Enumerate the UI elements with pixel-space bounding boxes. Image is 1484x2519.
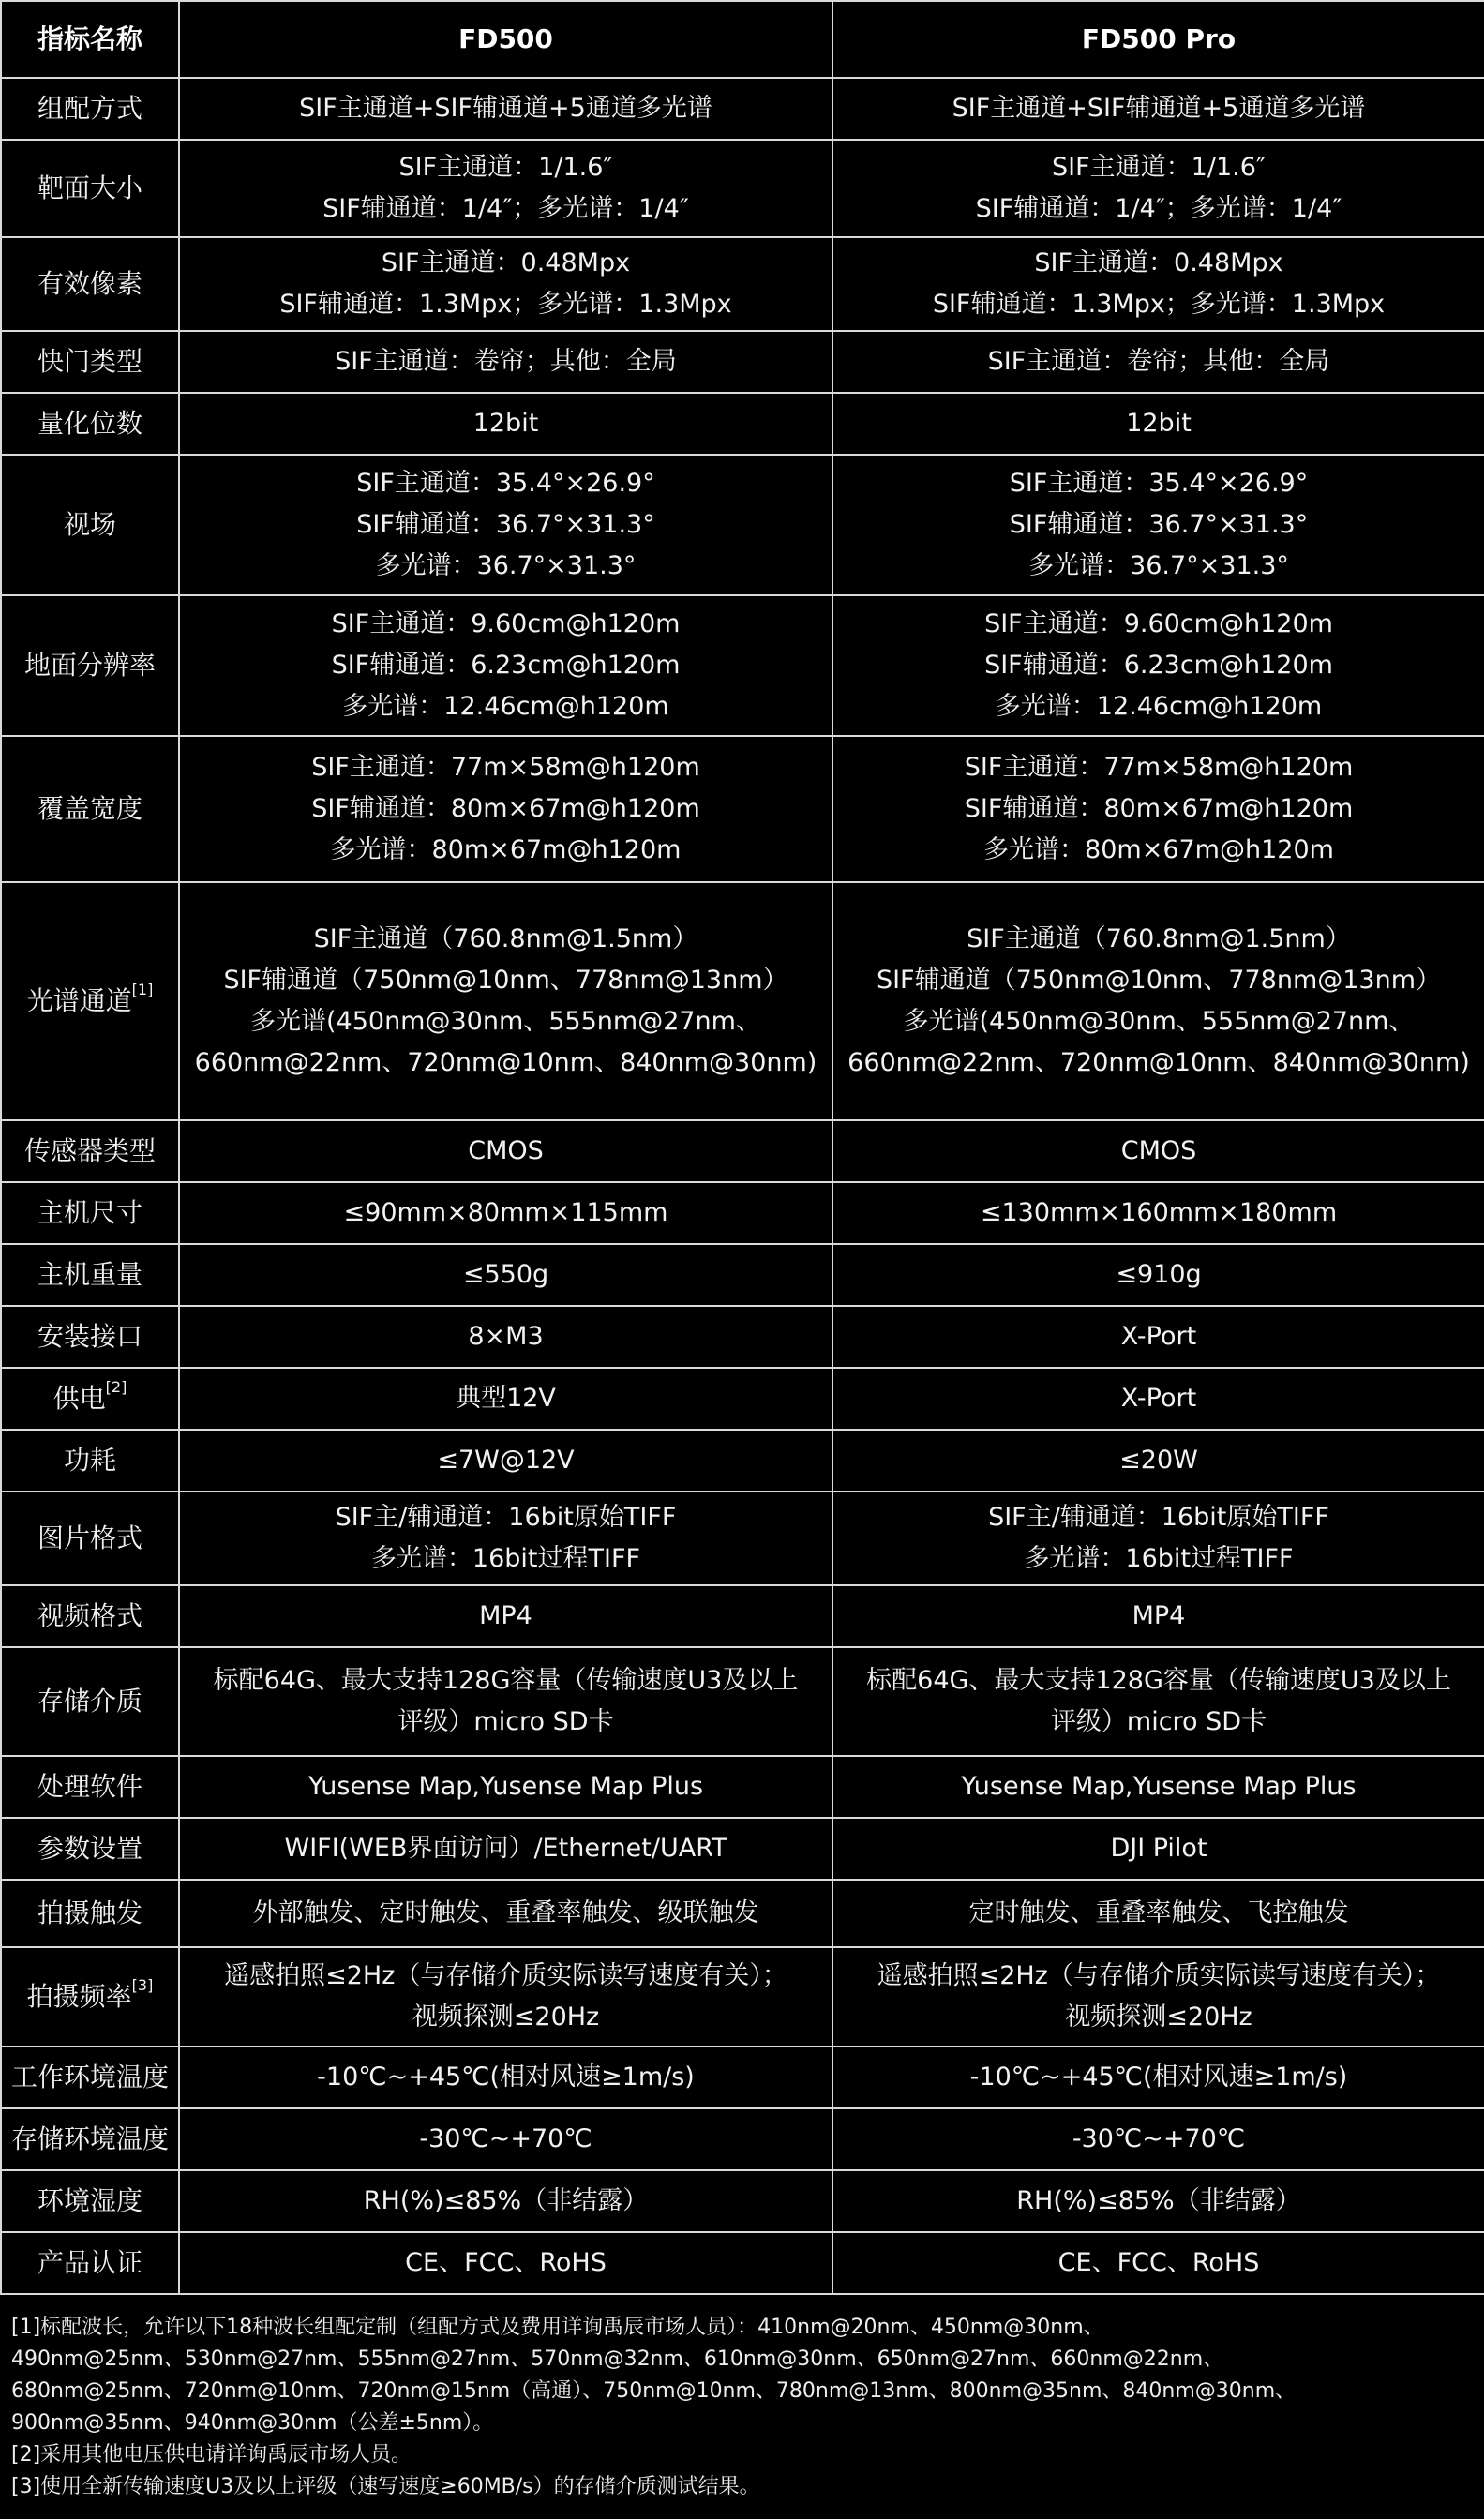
spec-name: [1, 1880, 179, 1947]
spec-value-line: 标配64G、最大支持128G容量（传输速度U3及以上: [213, 1666, 799, 1695]
spec-value-fd500-pro: [832, 78, 1484, 140]
spec-value-line: SIF主通道：77m×58m@h120m: [964, 753, 1354, 782]
spec-value-line: 多光谱：80m×67m@h120m: [983, 835, 1334, 864]
spec-value-line: SIF主通道：1/1.6″: [398, 153, 613, 182]
spec-row: [1, 1244, 1484, 1306]
spec-value-line: SIF辅通道：1/4″；多光谱：1/4″: [975, 194, 1342, 223]
spec-row: [1, 1647, 1484, 1756]
spec-row: [1, 2047, 1484, 2108]
spec-row: [1, 2108, 1484, 2170]
spec-value-line: 660nm@22nm、720nm@10nm、840nm@30nm): [194, 1048, 817, 1077]
spec-value-line: SIF主通道（760.8nm@1.5nm）: [967, 924, 1351, 953]
spec-row: [1, 2170, 1484, 2232]
spec-name-label: 图片格式: [37, 1522, 142, 1553]
spec-value-line: SIF主通道：9.60cm@h120m: [331, 609, 681, 638]
spec-value-line: SIF辅通道（750nm@10nm、778nm@13nm）: [223, 966, 788, 995]
spec-value-line: SIF主/辅通道：16bit原始TIFF: [335, 1503, 677, 1532]
spec-value-fd500-pro: [832, 882, 1484, 1120]
spec-value-line: 视频探测≤20Hz: [1065, 2002, 1252, 2032]
spec-name: [1, 882, 179, 1120]
spec-value-line: CMOS: [1120, 1136, 1197, 1165]
spec-value-fd500: [179, 331, 832, 393]
spec-value-line: 12bit: [472, 409, 539, 438]
header-row: [1, 1, 1484, 78]
spec-value-line: SIF主通道：0.48Mpx: [381, 248, 631, 277]
spec-name-label: 靶面大小: [37, 172, 142, 203]
spec-value-line: CE、FCC、RoHS: [1057, 2248, 1260, 2277]
spec-value-fd500: [179, 1585, 832, 1647]
spec-value-line: -30℃~+70℃: [1072, 2124, 1246, 2153]
spec-value-line: Yusense Map,Yusense Map Plus: [961, 1772, 1357, 1801]
spec-row: [1, 1880, 1484, 1947]
spec-value-line: SIF主通道+SIF辅通道+5通道多光谱: [952, 94, 1366, 123]
spec-value-line: 多光谱(450nm@30nm、555nm@27nm、: [250, 1007, 761, 1036]
spec-value-line: -10℃~+45℃(相对风速≥1m/s): [969, 2062, 1348, 2092]
spec-value-line: MP4: [1132, 1601, 1186, 1630]
spec-value-line: SIF主/辅通道：16bit原始TIFF: [988, 1503, 1329, 1532]
spec-value-line: 多光谱：36.7°×31.3°: [375, 551, 637, 580]
spec-name: [1, 455, 179, 595]
spec-name-label: 传感器类型: [23, 1135, 156, 1166]
spec-name-label: 处理软件: [37, 1771, 142, 1802]
spec-value-line: SIF辅通道：80m×67m@h120m: [311, 794, 700, 823]
spec-value-fd500: [179, 2047, 832, 2108]
spec-name: [1, 2108, 179, 2170]
footnote-ref: [1]: [131, 981, 154, 998]
spec-name-label: 拍摄触发: [37, 1897, 142, 1928]
spec-row: [1, 1585, 1484, 1647]
spec-value-line: 多光谱：36.7°×31.3°: [1028, 551, 1289, 580]
spec-value-line: ≤130mm×160mm×180mm: [980, 1198, 1338, 1227]
spec-value-fd500-pro: [832, 1880, 1484, 1947]
spec-value-line: SIF辅通道：6.23cm@h120m: [331, 651, 681, 680]
spec-row: [1, 331, 1484, 393]
spec-row: [1, 1818, 1484, 1880]
spec-row: [1, 455, 1484, 595]
spec-value-fd500: [179, 2170, 832, 2232]
spec-value-fd500-pro: [832, 1430, 1484, 1492]
spec-value-fd500: [179, 1306, 832, 1368]
spec-value-line: 遥感拍照≤2Hz（与存储介质实际读写速度有关）；: [877, 1961, 1441, 1990]
spec-name: [1, 1430, 179, 1492]
spec-name-label: 视频格式: [37, 1600, 142, 1631]
spec-value-line: SIF主通道（760.8nm@1.5nm）: [313, 924, 698, 953]
spec-value-fd500: [179, 1430, 832, 1492]
spec-value-line: MP4: [479, 1601, 532, 1630]
spec-row: [1, 882, 1484, 1120]
spec-value-fd500-pro: [832, 331, 1484, 393]
spec-name: [1, 1306, 179, 1368]
spec-row: [1, 393, 1484, 455]
spec-name: [1, 2170, 179, 2232]
spec-value-line: SIF主通道：0.48Mpx: [1034, 248, 1283, 277]
spec-value-line: -30℃~+70℃: [419, 2124, 592, 2153]
spec-value-fd500-pro: [832, 1306, 1484, 1368]
spec-name-label: 覆盖宽度: [37, 793, 142, 824]
spec-name: [1, 2047, 179, 2108]
spec-value-line: SIF主通道：77m×58m@h120m: [311, 753, 700, 782]
spec-name-label: 产品认证: [37, 2247, 142, 2278]
spec-value-fd500: [179, 595, 832, 736]
spec-value-fd500: [179, 393, 832, 455]
spec-value-fd500-pro: [832, 1647, 1484, 1756]
spec-value-line: 660nm@22nm、720nm@10nm、840nm@30nm): [847, 1048, 1470, 1077]
spec-row: [1, 1368, 1484, 1430]
spec-value-line: 外部触发、定时触发、重叠率触发、级联触发: [252, 1898, 759, 1927]
spec-value-fd500-pro: [832, 2047, 1484, 2108]
spec-name: [1, 1368, 179, 1430]
spec-value-line: 多光谱：16bit过程TIFF: [370, 1544, 641, 1573]
spec-value-line: 评级）micro SD卡: [397, 1707, 614, 1736]
spec-value-line: CMOS: [468, 1136, 544, 1165]
spec-value-fd500: [179, 1880, 832, 1947]
spec-name: [1, 140, 179, 237]
footnote-line: 680nm@25nm、720nm@10nm、720nm@15nm（高通）、750nm@10nm、780nm@13nm、800nm@35nm、840nm@30nm、: [11, 2379, 1297, 2403]
spec-row: [1, 1306, 1484, 1368]
spec-value-fd500: [179, 1182, 832, 1244]
spec-value-fd500: [179, 1756, 832, 1818]
spec-value-line: 多光谱：80m×67m@h120m: [330, 835, 682, 864]
spec-value-line: ≤550g: [462, 1260, 549, 1289]
spec-row: [1, 1182, 1484, 1244]
spec-value-fd500: [179, 2108, 832, 2170]
footnotes: [0, 2295, 1484, 2503]
spec-name-label: 参数设置: [37, 1833, 142, 1864]
spec-value-line: 多光谱(450nm@30nm、555nm@27nm、: [903, 1007, 1415, 1036]
spec-value-fd500-pro: [832, 393, 1484, 455]
spec-value-line: 典型12V: [456, 1384, 556, 1413]
spec-name: [1, 237, 179, 331]
footnote-line: [3]使用全新传输速度U3及以上评级（速写速度≥60MB/s）的存储介质测试结果。: [11, 2475, 760, 2498]
spec-value-fd500: [179, 736, 832, 882]
spec-value-line: 视频探测≤20Hz: [412, 2002, 600, 2032]
spec-name: [1, 1818, 179, 1880]
spec-value-line: SIF主通道：35.4°×26.9°: [1009, 469, 1309, 498]
spec-name: [1, 393, 179, 455]
spec-name-label: 安装接口: [37, 1321, 142, 1352]
spec-value-line: SIF主通道：9.60cm@h120m: [984, 609, 1333, 638]
spec-body: [1, 78, 1484, 2294]
spec-value-line: SIF主通道：卷帘；其他：全局: [987, 347, 1330, 376]
spec-value-fd500-pro: [832, 237, 1484, 331]
spec-value-line: SIF辅通道：1/4″；多光谱：1/4″: [322, 194, 689, 223]
footnote-line: [1]标配波长，允许以下18种波长组配定制（组配方式及费用详询禹辰市场人员）：410nm@20nm、450nm@30nm、: [11, 2316, 1104, 2339]
spec-name-label: 光谱通道: [26, 985, 132, 1016]
spec-value-line: SIF辅通道：1.3Mpx；多光谱：1.3Mpx: [932, 290, 1386, 319]
spec-name-label: 功耗: [63, 1445, 116, 1476]
spec-value-line: ≤20W: [1119, 1446, 1198, 1475]
spec-name-label: 组配方式: [37, 93, 142, 124]
spec-value-line: ≤7W@12V: [437, 1446, 575, 1475]
spec-name-label: 供电: [52, 1383, 106, 1414]
spec-name-label: 存储环境温度: [10, 2123, 169, 2154]
spec-name-label: 存储介质: [37, 1686, 142, 1717]
spec-value-fd500: [179, 78, 832, 140]
spec-value-line: SIF辅通道（750nm@10nm、778nm@13nm）: [876, 966, 1442, 995]
spec-value-line: 多光谱：16bit过程TIFF: [1024, 1544, 1294, 1573]
spec-value-line: SIF主通道：35.4°×26.9°: [356, 469, 655, 498]
spec-row: [1, 1947, 1484, 2047]
header-fd500: FD500: [179, 1, 832, 78]
spec-value-fd500-pro: [832, 1244, 1484, 1306]
spec-value-line: SIF辅通道：36.7°×31.3°: [1009, 510, 1309, 539]
spec-row: [1, 1430, 1484, 1492]
spec-value-fd500-pro: [832, 2232, 1484, 2294]
spec-name: [1, 331, 179, 393]
spec-value-fd500-pro: [832, 736, 1484, 882]
spec-value-fd500: [179, 140, 832, 237]
spec-name: [1, 1244, 179, 1306]
spec-value-line: X-Port: [1120, 1384, 1197, 1413]
spec-value-fd500: [179, 2232, 832, 2294]
spec-name: [1, 1182, 179, 1244]
spec-value-line: 多光谱：12.46cm@h120m: [342, 692, 669, 721]
spec-value-fd500: [179, 1647, 832, 1756]
spec-value-line: SIF辅通道：1.3Mpx；多光谱：1.3Mpx: [279, 290, 732, 319]
spec-value-line: 8×M3: [468, 1322, 544, 1351]
header-metric-name: 指标名称: [1, 1, 179, 78]
spec-value-fd500-pro: [832, 595, 1484, 736]
spec-value-fd500: [179, 237, 832, 331]
spec-name-label: 主机重量: [37, 1259, 142, 1290]
spec-value-line: DJI Pilot: [1110, 1834, 1207, 1863]
spec-row: [1, 595, 1484, 736]
spec-value-line: 评级）micro SD卡: [1050, 1707, 1267, 1736]
spec-value-line: RH(%)≤85%（非结露）: [363, 2186, 649, 2215]
spec-row: [1, 140, 1484, 237]
spec-name: [1, 2232, 179, 2294]
spec-value-fd500: [179, 1120, 832, 1182]
spec-value-line: SIF主通道：1/1.6″: [1052, 153, 1266, 182]
spec-value-fd500-pro: [832, 1120, 1484, 1182]
spec-name: [1, 1947, 179, 2047]
spec-value-line: SIF辅通道：6.23cm@h120m: [984, 651, 1333, 680]
spec-value-line: SIF主通道+SIF辅通道+5通道多光谱: [299, 94, 712, 123]
spec-name-label: 工作环境温度: [10, 2062, 169, 2092]
footnote-ref: [3]: [131, 1976, 154, 1994]
spec-name: [1, 1756, 179, 1818]
spec-value-line: SIF主通道：卷帘；其他：全局: [335, 347, 677, 376]
spec-name-label: 环境湿度: [37, 2185, 142, 2216]
spec-value-line: WIFI(WEB界面访问）/Ethernet/UART: [284, 1834, 727, 1863]
spec-value-fd500: [179, 1368, 832, 1430]
spec-name: [1, 1120, 179, 1182]
spec-value-fd500-pro: [832, 1947, 1484, 2047]
spec-value-line: ≤90mm×80mm×115mm: [343, 1198, 668, 1227]
spec-name-label: 拍摄频率: [26, 1981, 132, 2012]
spec-name-label: 量化位数: [37, 408, 142, 439]
spec-row: [1, 237, 1484, 331]
spec-value-fd500-pro: [832, 455, 1484, 595]
footnote-line: 900nm@35nm、940nm@30nm（公差±5nm）。: [11, 2411, 494, 2435]
spec-value-line: 定时触发、重叠率触发、飞控触发: [968, 1898, 1349, 1927]
footnote-ref: [2]: [105, 1378, 127, 1396]
spec-row: [1, 736, 1484, 882]
spec-value-fd500: [179, 455, 832, 595]
spec-value-line: Yusense Map,Yusense Map Plus: [307, 1772, 704, 1801]
spec-name: [1, 595, 179, 736]
spec-name: [1, 78, 179, 140]
spec-value-line: 遥感拍照≤2Hz（与存储介质实际读写速度有关）；: [224, 1961, 787, 1990]
spec-value-line: 多光谱：12.46cm@h120m: [995, 692, 1323, 721]
spec-value-line: SIF辅通道：36.7°×31.3°: [356, 510, 655, 539]
spec-value-fd500-pro: [832, 1756, 1484, 1818]
spec-row: [1, 2232, 1484, 2294]
spec-value-line: RH(%)≤85%（非结露）: [1016, 2186, 1301, 2215]
footnote-line: [2]采用其他电压供电请详询禹辰市场人员。: [11, 2443, 412, 2467]
spec-value-fd500-pro: [832, 1585, 1484, 1647]
spec-name-label: 视场: [63, 509, 116, 540]
spec-name: [1, 1492, 179, 1585]
spec-value-fd500: [179, 882, 832, 1120]
spec-value-line: 标配64G、最大支持128G容量（传输速度U3及以上: [866, 1666, 1451, 1695]
spec-value-line: SIF辅通道：80m×67m@h120m: [964, 794, 1354, 823]
spec-value-line: -10℃~+45℃(相对风速≥1m/s): [317, 2062, 695, 2092]
spec-value-fd500-pro: [832, 1492, 1484, 1585]
spec-row: [1, 1120, 1484, 1182]
spec-value-fd500: [179, 1947, 832, 2047]
spec-name-label: 主机尺寸: [37, 1197, 142, 1228]
spec-value-fd500-pro: [832, 1818, 1484, 1880]
footnote-line: 490nm@25nm、530nm@27nm、555nm@27nm、570nm@32nm、610nm@30nm、650nm@27nm、660nm@22nm、: [11, 2347, 1224, 2371]
spec-name: [1, 1647, 179, 1756]
spec-value-line: 12bit: [1126, 409, 1192, 438]
spec-value-fd500-pro: [832, 1368, 1484, 1430]
spec-value-line: X-Port: [1120, 1322, 1197, 1351]
spec-name: [1, 736, 179, 882]
spec-value-fd500: [179, 1492, 832, 1585]
spec-value-fd500-pro: [832, 1182, 1484, 1244]
spec-name-label: 有效像素: [37, 268, 142, 299]
spec-value-line: ≤910g: [1116, 1260, 1202, 1289]
spec-value-line: CE、FCC、RoHS: [405, 2248, 607, 2277]
spec-value-fd500-pro: [832, 2108, 1484, 2170]
spec-value-fd500-pro: [832, 140, 1484, 237]
spec-value-fd500: [179, 1818, 832, 1880]
spec-name-label: 快门类型: [37, 346, 142, 377]
spec-row: [1, 1756, 1484, 1818]
spec-row: [1, 78, 1484, 140]
spec-name-label: 地面分辨率: [23, 650, 156, 681]
spec-row: [1, 1492, 1484, 1585]
spec-name: [1, 1585, 179, 1647]
spec-value-fd500: [179, 1244, 832, 1306]
spec-value-fd500-pro: [832, 2170, 1484, 2232]
header-fd500-pro: FD500 Pro: [832, 1, 1484, 78]
